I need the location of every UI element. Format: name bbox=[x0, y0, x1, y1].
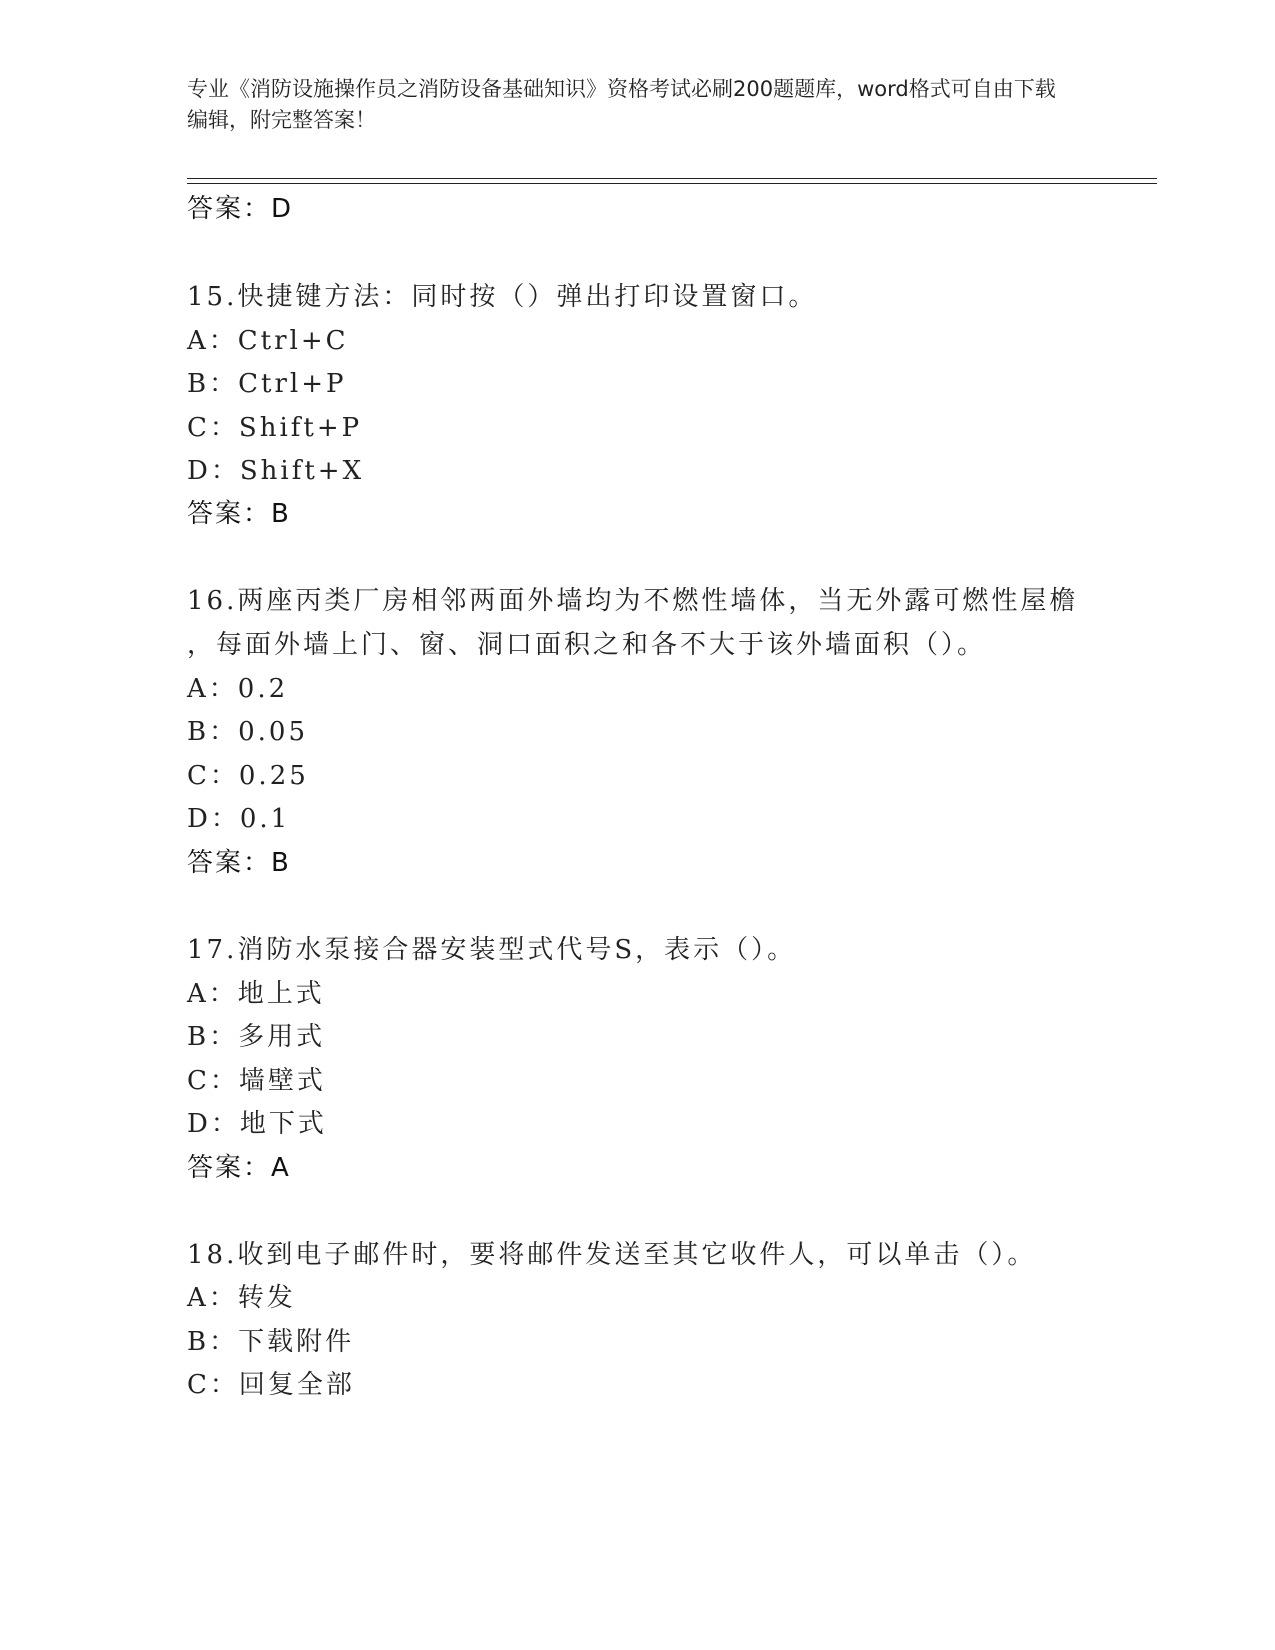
question-stem: 16.两座丙类厂房相邻两面外墙均为不燃性墙体，当无外露可燃性屋檐 bbox=[187, 586, 1079, 616]
option-a: A：转发 bbox=[187, 1283, 296, 1313]
option-b: B：多用式 bbox=[187, 1022, 326, 1052]
question-stem-continued: ，每面外墙上门、窗、洞口面积之和各不大于该外墙面积（）。 bbox=[187, 630, 987, 660]
option-b: B：0.05 bbox=[187, 717, 308, 747]
option-b: B：下载附件 bbox=[187, 1327, 355, 1357]
question-stem: 17.消防水泵接合器安装型式代号S，表示（）。 bbox=[187, 935, 797, 965]
header-divider-bottom bbox=[187, 183, 1157, 184]
option-c: C：Shift+P bbox=[187, 413, 363, 443]
question-stem: 15.快捷键方法：同时按（）弹出打印设置窗口。 bbox=[187, 282, 818, 312]
answer-line: 答案：B bbox=[187, 848, 291, 878]
option-a: A：地上式 bbox=[187, 979, 325, 1009]
option-d: D：地下式 bbox=[187, 1109, 327, 1139]
option-c: C：回复全部 bbox=[187, 1370, 355, 1400]
answer-line: 答案：D bbox=[187, 194, 294, 224]
option-a: A：0.2 bbox=[187, 674, 289, 704]
option-c: C：0.25 bbox=[187, 761, 309, 791]
option-b: B：Ctrl+P bbox=[187, 369, 347, 399]
option-d: D：Shift+X bbox=[187, 456, 365, 486]
header-divider-top bbox=[187, 178, 1157, 179]
option-c: C：墙壁式 bbox=[187, 1066, 326, 1096]
answer-line: 答案：B bbox=[187, 499, 291, 529]
question-stem: 18.收到电子邮件时，要将邮件发送至其它收件人，可以单击（）。 bbox=[187, 1240, 1037, 1270]
option-d: D：0.1 bbox=[187, 804, 291, 834]
document-header: 专业《消防设施操作员之消防设备基础知识》资格考试必刷200题题库，word格式可自由下载编辑，附完整答案！ bbox=[187, 77, 1056, 132]
option-a: A：Ctrl+C bbox=[187, 326, 349, 356]
answer-line: 答案：A bbox=[187, 1153, 291, 1183]
